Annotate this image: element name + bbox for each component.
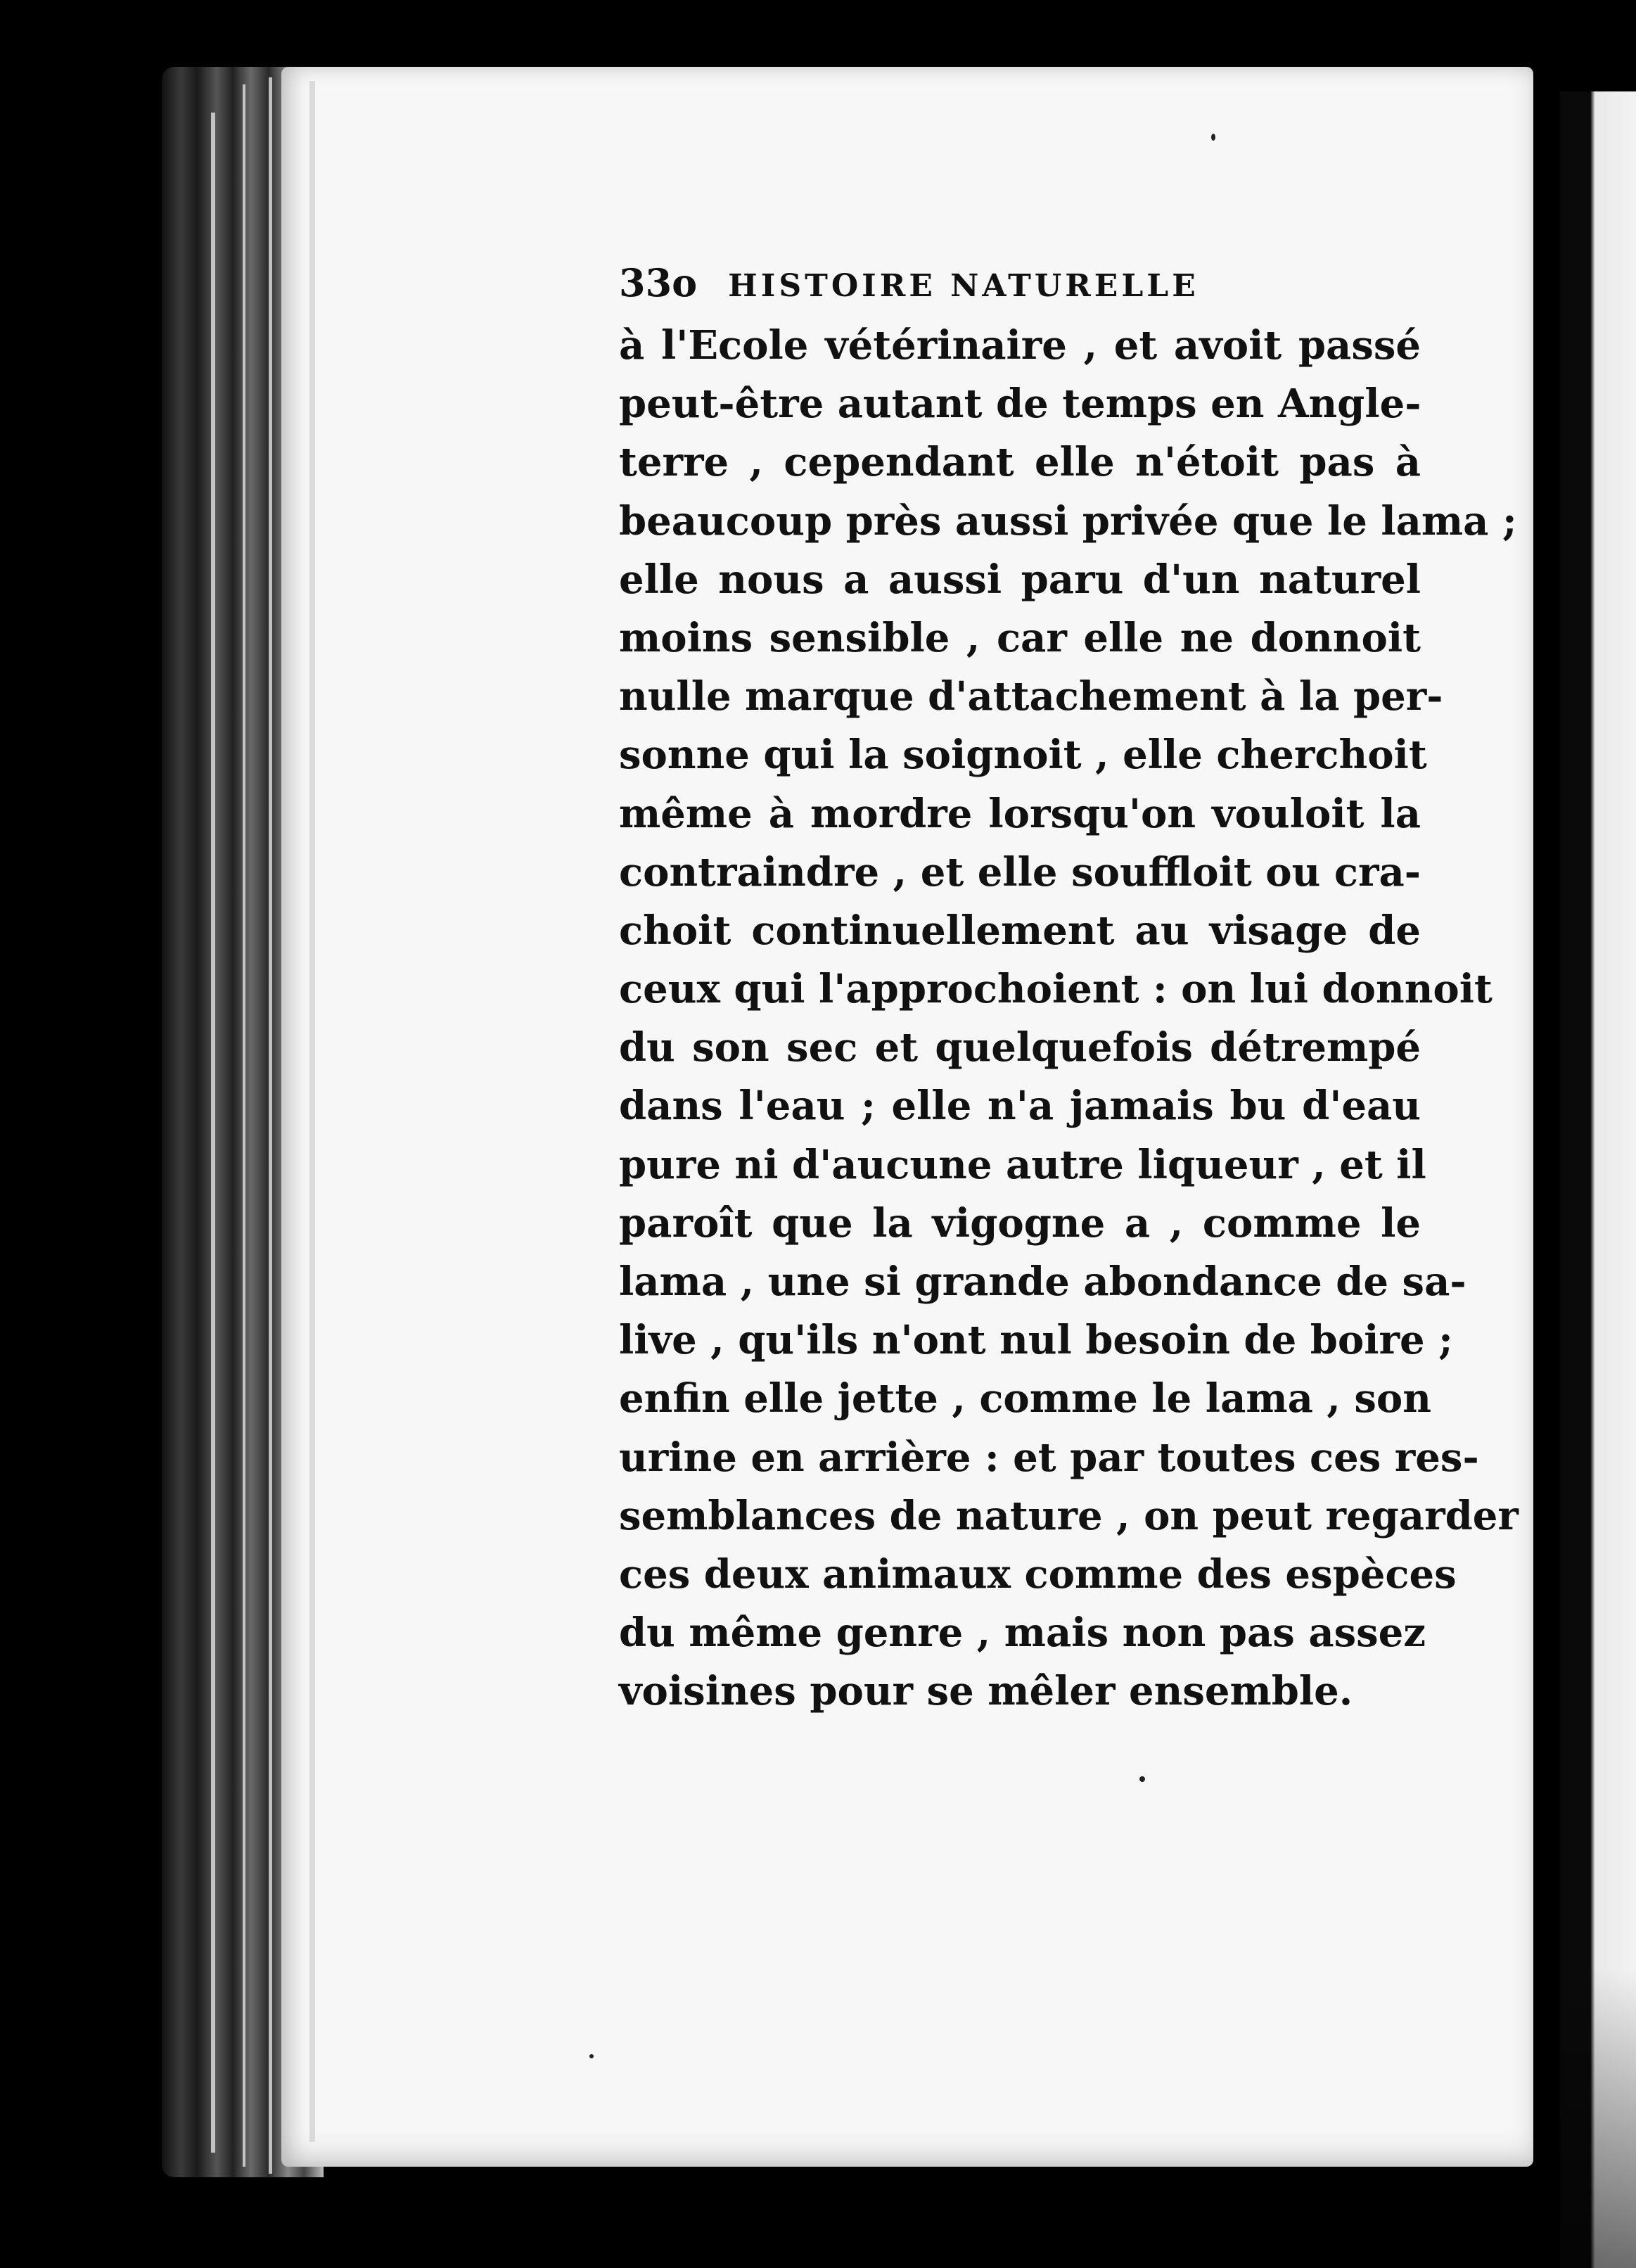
text-block — [619, 260, 1519, 1721]
text-line: à l'Ecole vétérinaire , et avoit passé — [619, 322, 1421, 369]
text-line: sonne qui la soignoit , elle cherchoit — [619, 732, 1427, 779]
text-line: pure ni d'aucune autre liqueur , et il — [619, 1141, 1426, 1188]
text-line: ces deux animaux comme des espèces — [619, 1550, 1457, 1598]
text-line: paroît que la vigogne a , comme le — [619, 1199, 1421, 1247]
running-head — [619, 260, 1421, 317]
text-line: ceux qui l'approchoient : on lui donnoit — [619, 966, 1493, 1013]
text-line: urine en arrière : et par toutes ces res- — [619, 1434, 1479, 1481]
text-line: du son sec et quelquefois détrempé — [619, 1024, 1421, 1071]
running-title: HISTOIRE NATURELLE — [728, 268, 1199, 304]
text-line: live , qu'ils n'ont nul besoin de boire ; — [619, 1317, 1453, 1364]
body-text — [619, 317, 1519, 1721]
text-line: semblances de nature , on peut regarder — [619, 1492, 1519, 1539]
text-line: nulle marque d'attachement à la per- — [619, 673, 1443, 720]
text-line: même à mordre lorsqu'on vouloit la — [619, 790, 1421, 837]
paper-speck — [1211, 134, 1215, 141]
page-edge-line — [211, 113, 215, 2153]
text-line: du même genre , mais non pas assez — [619, 1610, 1426, 1657]
paper-speck — [1139, 1776, 1145, 1782]
text-line: contraindre , et elle souffloit ou cra- — [619, 848, 1421, 896]
page-inner-edge — [309, 81, 315, 2142]
text-line: elle nous a aussi paru d'un naturel — [619, 556, 1421, 603]
paper-speck — [589, 2054, 594, 2058]
page-edge-line — [243, 84, 245, 2167]
page-number: 33o — [619, 260, 698, 305]
text-line: moins sensible , car elle ne donnoit — [619, 614, 1421, 661]
adjacent-page-edge — [1560, 91, 1636, 2268]
page-edge-line — [269, 77, 272, 2174]
text-line: enfin elle jette , comme le lama , son — [619, 1375, 1431, 1422]
text-line: dans l'eau ; elle n'a jamais bu d'eau — [619, 1083, 1421, 1130]
text-line: terre , cependant elle n'étoit pas à — [619, 439, 1421, 486]
text-line: peut-être autant de temps en Angle- — [619, 381, 1421, 428]
text-line: lama , une si grande abondance de sa- — [619, 1259, 1466, 1305]
text-line-last: voisines pour se mêler ensemble. — [619, 1668, 1353, 1715]
text-line: choit continuellement au visage de — [619, 907, 1421, 954]
adjacent-page-shadow — [1547, 1970, 1636, 2268]
text-line: beaucoup près aussi privée que le lama ; — [619, 497, 1517, 544]
